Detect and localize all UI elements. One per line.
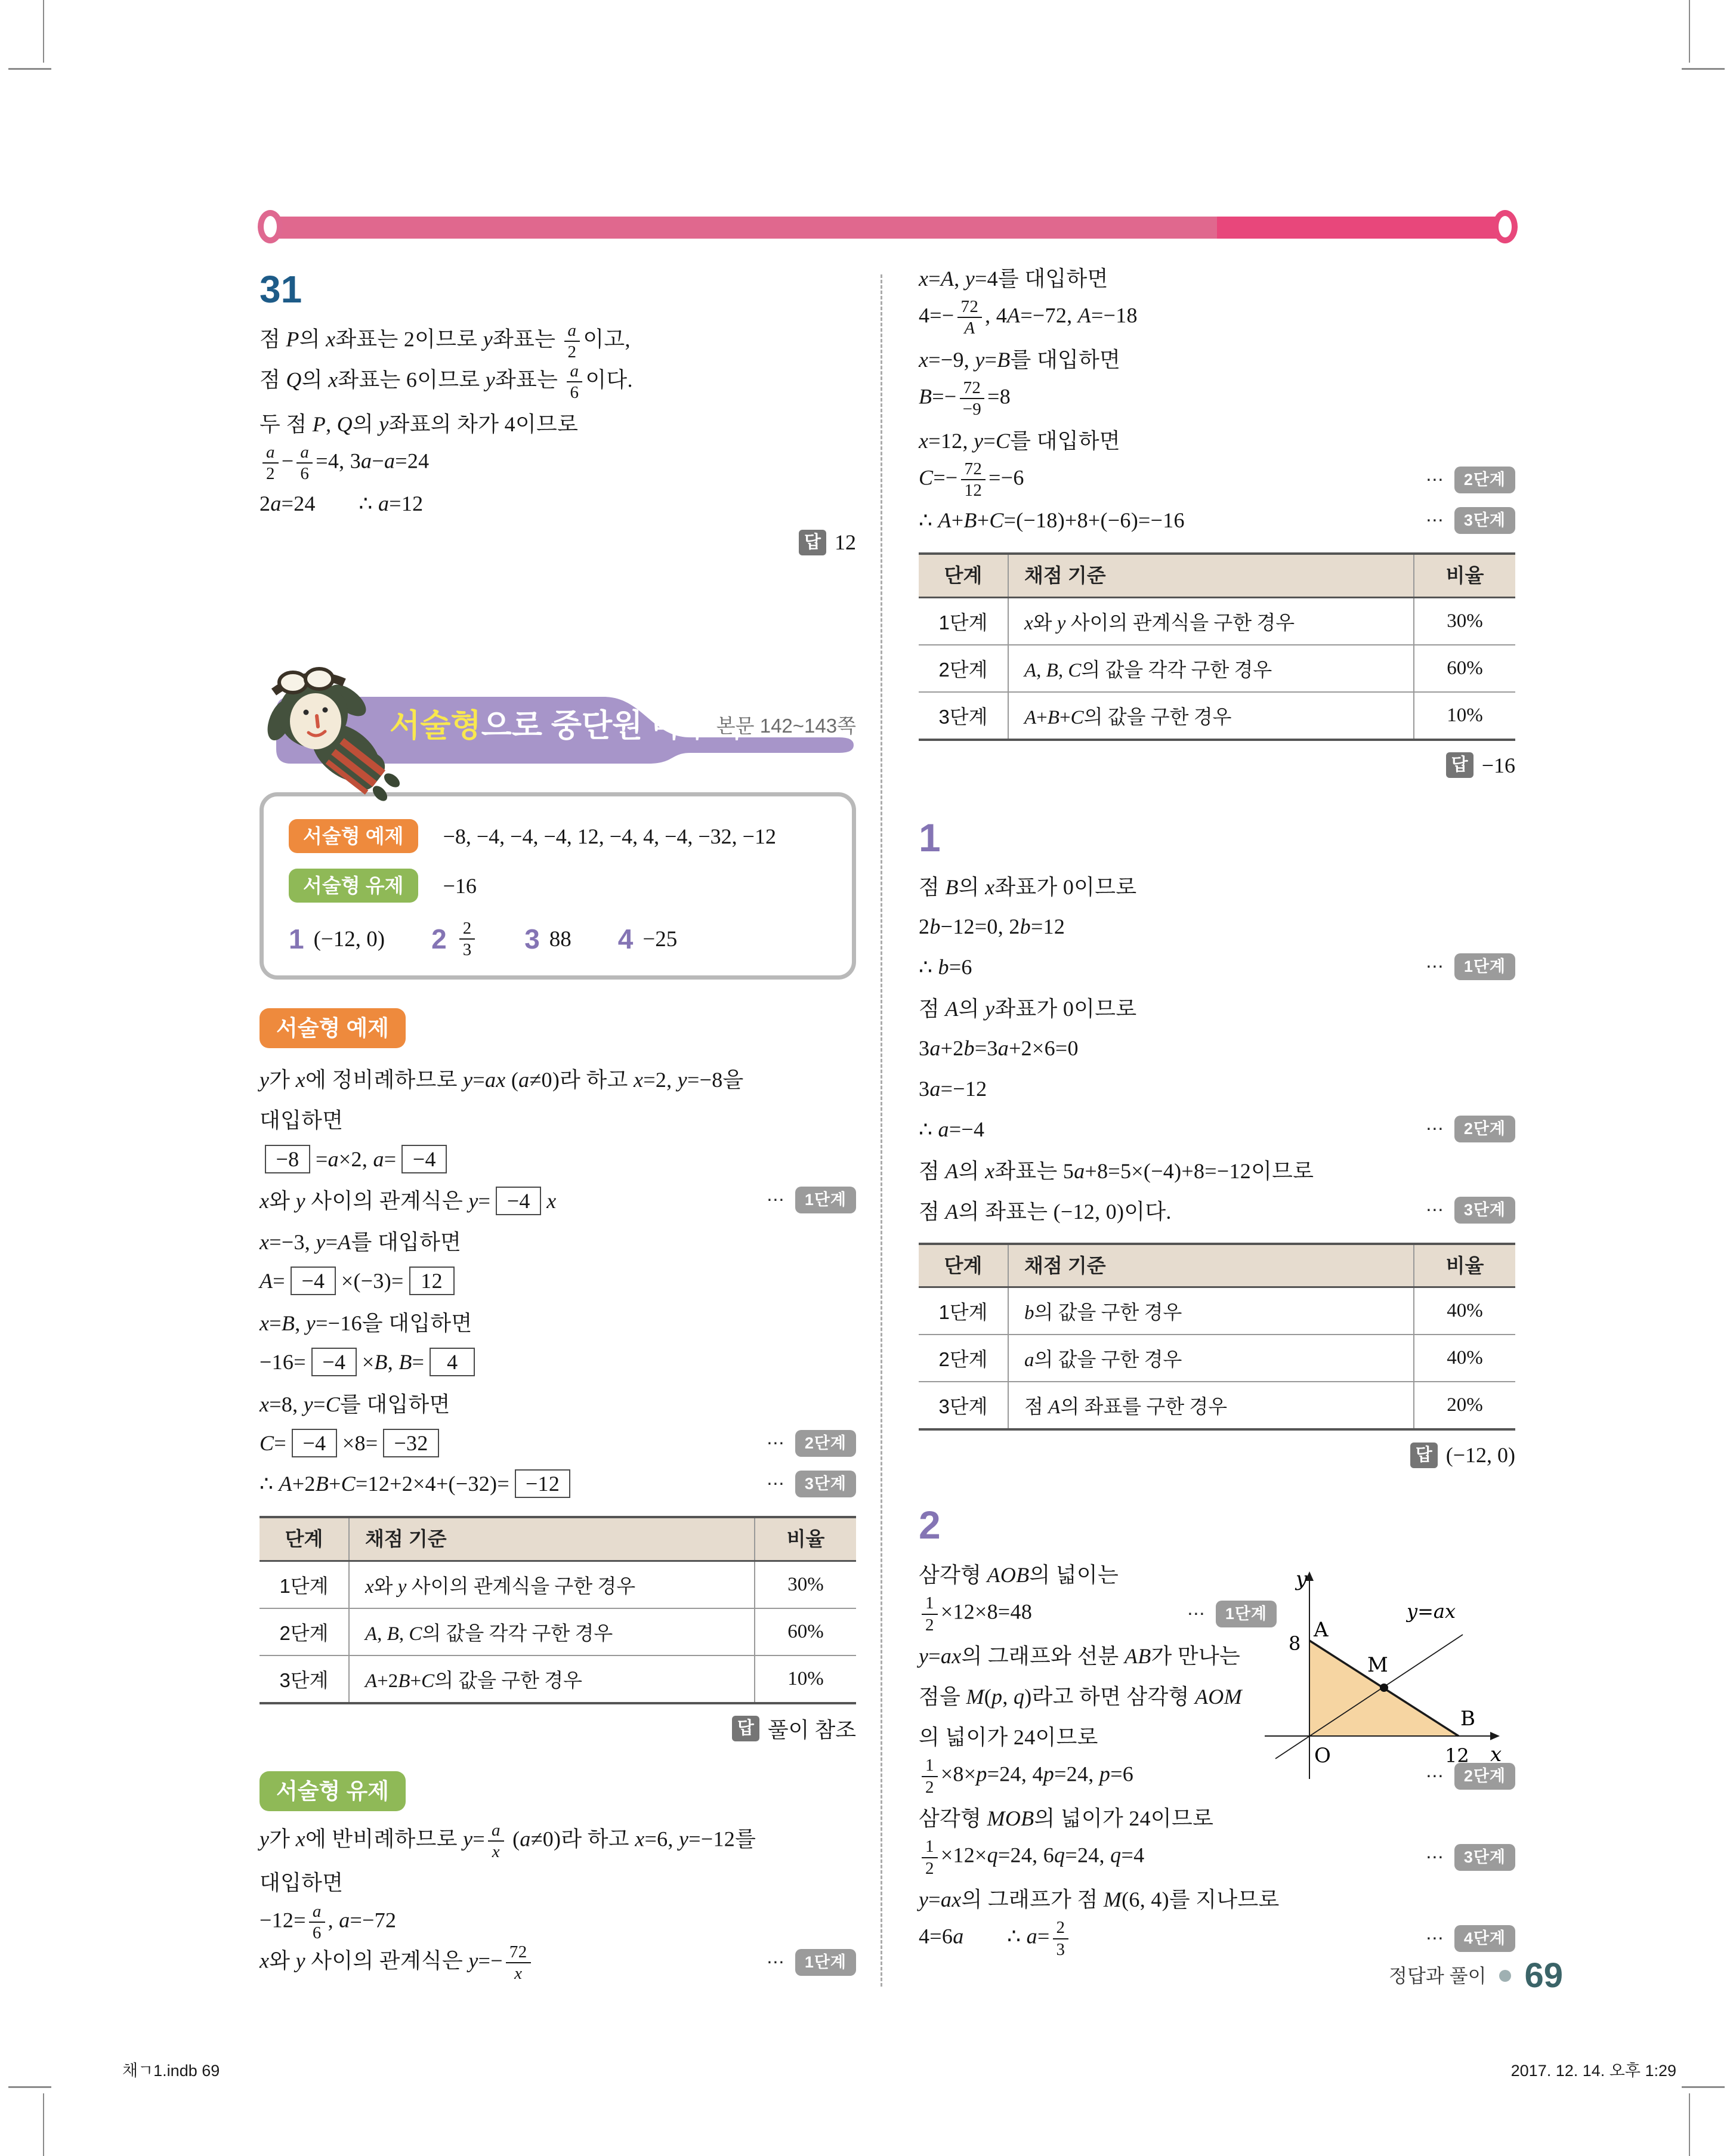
solution-line xyxy=(919,1028,1515,1068)
ellipsis-dots: ⋯ xyxy=(1425,1200,1444,1221)
answer-value: −25 xyxy=(642,926,678,952)
solution-line xyxy=(260,362,856,402)
solution-text: ∴ A+B+C=(−18)+8+(−6)=−16 xyxy=(919,508,1185,532)
solution-text: x=8, y=C를 대입하면 xyxy=(260,1392,450,1416)
table-header: 채점 기준 xyxy=(349,1517,755,1561)
header-rule xyxy=(276,217,1497,239)
solution-text: x=B, y=−16을 대입하면 xyxy=(260,1311,472,1335)
table-cell: 3단계 xyxy=(919,692,1008,740)
boxed-value: −12 xyxy=(515,1469,570,1498)
solution-line xyxy=(919,1797,1515,1837)
footer-dot-icon xyxy=(1499,1970,1511,1982)
banner-title xyxy=(390,710,743,742)
solution-text: ∴ A+2B+C=12+2×4+(−32)= −12 xyxy=(260,1469,576,1498)
boxed-value: 4 xyxy=(430,1348,475,1376)
step-badge: 1단계 xyxy=(795,1949,856,1976)
solution-line xyxy=(260,1058,856,1098)
graph-point-b-label: B xyxy=(1460,1706,1475,1731)
table-cell: b의 값을 구한 경우 xyxy=(1008,1287,1414,1335)
solution-text: x와 y 사이의 관계식은 y=− $\frac{72}{x}$ xyxy=(260,1943,534,1983)
step-badge: 2단계 xyxy=(1454,467,1515,493)
fraction: $\frac{72}{-9}$ xyxy=(960,379,985,419)
answer-value: 88 xyxy=(549,926,572,952)
solution-line xyxy=(919,500,1515,540)
solution-text: ∴ a=−4 xyxy=(919,1117,985,1141)
table-row xyxy=(260,1655,856,1703)
graph-line-equation-label: y=ax xyxy=(1407,1599,1456,1623)
step-badge: 1단계 xyxy=(1454,953,1515,980)
crop-mark xyxy=(1689,0,1690,63)
solution-text: 점 P의 x좌표는 2이므로 y좌표는 $\frac{a}{2}$ 이고, xyxy=(260,320,631,362)
solution-line xyxy=(919,1635,1277,1675)
answer-summary-box xyxy=(260,792,856,980)
table-cell: a의 값을 구한 경우 xyxy=(1008,1335,1414,1382)
table-header: 단계 xyxy=(919,554,1008,597)
solution-line xyxy=(919,1837,1515,1878)
step-indicator xyxy=(1413,1844,1515,1871)
ellipsis-dots: ⋯ xyxy=(766,1190,784,1210)
ellipsis-dots: ⋯ xyxy=(766,1433,784,1453)
header-rule-left-ring-icon xyxy=(258,210,283,243)
summary-practice-row xyxy=(289,869,827,903)
table-cell: 1단계 xyxy=(919,597,1008,645)
graph-y-tick-label: 8 xyxy=(1289,1632,1301,1655)
solution-line xyxy=(260,1382,856,1423)
solution-text: −8 =a×2, a= −4 xyxy=(260,1145,452,1173)
print-file-info: 채ㄱ1.indb 69 xyxy=(122,2062,220,2080)
right-column xyxy=(919,257,1515,1959)
table-header: 채점 기준 xyxy=(1008,1244,1414,1287)
table-cell: 10% xyxy=(755,1655,856,1703)
graph-x-tick-label: 12 xyxy=(1445,1744,1469,1767)
boxed-value: −4 xyxy=(291,1267,336,1295)
solution-line xyxy=(260,1301,856,1342)
table-header-row xyxy=(919,554,1515,597)
solution-line xyxy=(260,1902,856,1942)
table-row xyxy=(919,1335,1515,1382)
page-number: 69 xyxy=(1524,1956,1563,1995)
boxed-value: −32 xyxy=(383,1429,438,1457)
table-row xyxy=(919,645,1515,692)
step-indicator xyxy=(753,1949,856,1976)
solution-line xyxy=(919,1553,1277,1594)
numbered-answer xyxy=(618,925,677,953)
table-row xyxy=(919,1382,1515,1429)
fraction: $\frac{1}{2}$ xyxy=(922,1756,938,1796)
table-cell: 2단계 xyxy=(260,1608,349,1655)
boxed-value: −4 xyxy=(292,1429,337,1457)
solution-line xyxy=(919,1109,1515,1150)
solution-line xyxy=(919,1878,1515,1919)
fraction: $\frac{a}{x}$ xyxy=(488,1821,504,1861)
answer-value xyxy=(456,919,478,959)
table-header: 단계 xyxy=(919,1244,1008,1287)
solution-text: x=12, y=C를 대입하면 xyxy=(919,428,1120,453)
graph-x-axis-label: x xyxy=(1490,1742,1502,1766)
mascot-illustration xyxy=(254,663,409,804)
ellipsis-dots: ⋯ xyxy=(1187,1604,1205,1624)
practice-answer: −16 xyxy=(443,873,477,898)
table-header-row xyxy=(919,1244,1515,1287)
table-cell: A, B, C의 값을 각각 구한 경우 xyxy=(349,1608,755,1655)
step-badge: 3단계 xyxy=(1454,1844,1515,1871)
graph-point-m-label: M xyxy=(1367,1652,1388,1677)
crop-mark xyxy=(1682,68,1725,70)
step-badge: 3단계 xyxy=(1454,507,1515,534)
example-solution xyxy=(260,1058,856,1504)
table-cell: 60% xyxy=(1414,645,1515,692)
solution-line xyxy=(260,1423,856,1463)
table-cell: 30% xyxy=(1414,597,1515,645)
banner-title-rest: 으로 중단원 마무리 xyxy=(481,708,743,744)
table-header: 단계 xyxy=(260,1517,349,1561)
ellipsis-dots: ⋯ xyxy=(1425,1119,1444,1139)
solution-text: y가 x에 정비례하므로 y=ax (a≠0)라 하고 x=2, y=−8을 xyxy=(260,1067,744,1092)
answer-value: (−12, 0) xyxy=(1445,1443,1515,1468)
solution-text: y=ax의 그래프와 선분 AB가 만나는 xyxy=(919,1644,1241,1669)
table-cell: 3단계 xyxy=(919,1382,1008,1429)
answer-value: 12 xyxy=(835,530,856,555)
solution-text: $\frac{a}{2}$ − $\frac{a}{6}$ =4, 3a−a=24 xyxy=(260,443,429,483)
step-badge: 4단계 xyxy=(1454,1925,1515,1952)
numbered-answer xyxy=(431,919,478,959)
grading-table-practice xyxy=(919,552,1515,741)
solution-text: 대입하면 xyxy=(260,1108,344,1132)
table-cell: 2단계 xyxy=(919,1335,1008,1382)
fraction: $\frac{a}{6}$ xyxy=(296,443,313,483)
fraction: $\frac{72}{A}$ xyxy=(957,298,983,338)
solution-text: −16= −4 ×B, B= 4 xyxy=(260,1348,480,1376)
fraction: $\frac{2}{3}$ xyxy=(1053,1919,1069,1959)
solution-text: 점 A의 y좌표가 0이므로 xyxy=(919,997,1137,1021)
solution-line xyxy=(260,1098,856,1139)
table-header: 채점 기준 xyxy=(1008,554,1414,597)
solution-text: 2b−12=0, 2b=12 xyxy=(919,914,1065,938)
solution-line xyxy=(919,987,1515,1028)
fraction: $\frac{1}{2}$ xyxy=(922,1594,938,1634)
solution-text: $\frac{1}{2}$ ×12×q=24, 6q=24, q=4 xyxy=(919,1837,1144,1877)
answer-badge: 답 xyxy=(732,1716,759,1741)
solution-text: x와 y 사이의 관계식은 y= −4 x xyxy=(260,1184,557,1215)
crop-mark xyxy=(1682,2086,1725,2088)
practice-solution xyxy=(260,1821,856,1983)
graph-origin-label: O xyxy=(1314,1743,1331,1768)
solution-text: 3a=−12 xyxy=(919,1076,987,1101)
numbered-answer xyxy=(524,925,572,953)
fraction: $\frac{2}{3}$ xyxy=(459,919,475,959)
solution-line xyxy=(919,1190,1515,1231)
answer-value: −16 xyxy=(1481,753,1515,777)
solution-text: 두 점 P, Q의 y좌표의 차가 4이므로 xyxy=(260,412,579,436)
example-section-badge: 서술형 예제 xyxy=(260,1008,406,1048)
fraction: $\frac{72}{x}$ xyxy=(506,1943,531,1983)
answer-row xyxy=(260,524,856,561)
solution-text: $\frac{1}{2}$ ×12×8=48 xyxy=(919,1594,1032,1634)
step-badge: 2단계 xyxy=(795,1430,856,1457)
solution-line xyxy=(260,1139,856,1179)
problem-31-solution xyxy=(260,321,856,524)
solution-line xyxy=(260,1179,856,1220)
step-badge: 2단계 xyxy=(1454,1116,1515,1142)
solution-line xyxy=(919,419,1515,459)
solution-text: x=−3, y=A를 대입하면 xyxy=(260,1230,462,1254)
grading-table-example xyxy=(260,1516,856,1704)
solution-line xyxy=(919,1919,1515,1959)
print-timestamp: 2017. 12. 14. 오후 1:29 xyxy=(1510,2062,1676,2080)
table-cell: A+2B+C의 값을 구한 경우 xyxy=(349,1655,755,1703)
table-row xyxy=(919,692,1515,740)
boxed-value: 12 xyxy=(409,1267,455,1295)
problem-2-text-beside-graph xyxy=(919,1553,1277,1756)
solution-text: C=− $\frac{72}{12}$ =−6 xyxy=(919,459,1024,500)
solution-line xyxy=(919,1594,1277,1635)
table-cell: 3단계 xyxy=(260,1655,349,1703)
solution-text: 점 B의 x좌표가 0이므로 xyxy=(919,875,1137,900)
solution-line xyxy=(919,1716,1277,1756)
solution-text: y=ax의 그래프가 점 M(6, 4)를 지나므로 xyxy=(919,1888,1280,1912)
left-column xyxy=(260,268,856,1983)
solution-text: 삼각형 MOB의 넓이가 24이므로 xyxy=(919,1806,1214,1831)
solution-line xyxy=(919,459,1515,500)
problem-2-number: 2 xyxy=(919,1503,941,1547)
solution-text: −12= $\frac{a}{6}$ , a=−72 xyxy=(260,1901,397,1942)
solution-line xyxy=(919,906,1515,947)
problem-1-solution xyxy=(919,866,1515,1231)
boxed-value: −4 xyxy=(311,1348,357,1376)
table-cell: x와 y 사이의 관계식을 구한 경우 xyxy=(349,1561,755,1608)
table-cell: 1단계 xyxy=(919,1287,1008,1335)
graph-y-axis-label: y xyxy=(1296,1567,1308,1591)
crop-mark xyxy=(8,68,51,70)
table-cell: 점 A의 좌표를 구한 경우 xyxy=(1008,1382,1414,1429)
solution-text: 4=− $\frac{72}{A}$ , 4A=−72, A=−18 xyxy=(919,296,1138,338)
solution-text: 2a=24 ∴ a=12 xyxy=(260,492,424,516)
table-cell: 10% xyxy=(1414,692,1515,740)
solution-text: ∴ b=6 xyxy=(919,955,972,979)
step-badge: 3단계 xyxy=(1454,1197,1515,1224)
boxed-value: −4 xyxy=(401,1145,447,1173)
solution-line xyxy=(260,1861,856,1902)
solution-text: 대입하면 xyxy=(260,1871,344,1895)
grading-table-1 xyxy=(919,1243,1515,1431)
step-badge: 1단계 xyxy=(795,1187,856,1213)
table-header: 비율 xyxy=(1414,554,1515,597)
solution-line xyxy=(919,257,1515,297)
answer-badge: 답 xyxy=(1410,1443,1438,1468)
table-row xyxy=(260,1608,856,1655)
answer-number: 3 xyxy=(524,923,540,955)
ellipsis-dots: ⋯ xyxy=(1425,1929,1444,1949)
crop-mark xyxy=(43,0,44,63)
example-chip: 서술형 예제 xyxy=(289,819,418,853)
table-cell: x와 y 사이의 관계식을 구한 경우 xyxy=(1008,597,1414,645)
solution-line xyxy=(260,1342,856,1382)
banner-title-highlight: 서술형 xyxy=(390,708,481,744)
solution-text: $\frac{1}{2}$ ×8×p=24, 4p=24, p=6 xyxy=(919,1756,1133,1796)
solution-line xyxy=(919,1675,1277,1716)
table-row xyxy=(919,1287,1515,1335)
solution-line xyxy=(260,483,856,524)
crop-mark xyxy=(1689,2093,1690,2156)
solution-text: A= −4 ×(−3)= 12 xyxy=(260,1267,460,1295)
step-indicator xyxy=(1413,1116,1515,1142)
table-cell: A, B, C의 값을 각각 구한 경우 xyxy=(1008,645,1414,692)
example-answers: −8, −4, −4, −4, 12, −4, 4, −4, −32, −12 xyxy=(443,824,776,848)
triangle-graph xyxy=(1253,1557,1509,1796)
fraction: $\frac{72}{12}$ xyxy=(961,460,986,500)
solution-line xyxy=(919,947,1515,987)
solution-line xyxy=(260,1821,856,1861)
boxed-value: −8 xyxy=(265,1145,310,1173)
table-header: 비율 xyxy=(755,1517,856,1561)
practice-chip: 서술형 유제 xyxy=(289,869,418,903)
table-row xyxy=(260,1561,856,1608)
answer-row xyxy=(260,1710,856,1747)
table-cell: 2단계 xyxy=(919,645,1008,692)
step-indicator xyxy=(1413,467,1515,493)
solution-line xyxy=(919,866,1515,906)
table-cell: 30% xyxy=(755,1561,856,1608)
solution-text: 점 Q의 x좌표는 6이므로 y좌표는 $\frac{a}{6}$ 이다. xyxy=(260,361,633,403)
solution-text: 3a+2b=3a+2×6=0 xyxy=(919,1036,1079,1060)
solution-line xyxy=(919,338,1515,378)
step-indicator xyxy=(1413,507,1515,534)
table-cell: 20% xyxy=(1414,1382,1515,1429)
solution-line xyxy=(919,1068,1515,1109)
answer-row xyxy=(919,747,1515,784)
answer-row xyxy=(919,1437,1515,1474)
practice-section-badge: 서술형 유제 xyxy=(260,1771,406,1811)
solution-text: B=− $\frac{72}{-9}$ =8 xyxy=(919,378,1011,419)
table-cell: 60% xyxy=(755,1608,856,1655)
ellipsis-dots: ⋯ xyxy=(766,1474,784,1494)
solution-text: 의 넓이가 24이므로 xyxy=(919,1725,1098,1750)
ellipsis-dots: ⋯ xyxy=(1425,510,1444,530)
solution-line xyxy=(260,1220,856,1261)
fraction: $\frac{a}{6}$ xyxy=(309,1902,325,1942)
solution-line xyxy=(260,443,856,483)
solution-line xyxy=(260,402,856,443)
table-row xyxy=(919,597,1515,645)
ellipsis-dots: ⋯ xyxy=(1425,1766,1444,1787)
problem-1-number: 1 xyxy=(919,815,941,860)
problem-31-number: 31 xyxy=(260,268,302,311)
section-banner xyxy=(273,680,876,776)
crop-mark xyxy=(43,2093,44,2156)
solution-text: 점 A의 x좌표는 5a+8=5×(−4)+8=−12이므로 xyxy=(919,1159,1314,1184)
problem-2-solution xyxy=(919,1553,1515,1959)
table-cell: 40% xyxy=(1414,1335,1515,1382)
summary-example-row xyxy=(289,819,827,853)
solution-text: 4=6a ∴ a= $\frac{2}{3}$ xyxy=(919,1919,1071,1959)
practice-solution-continued xyxy=(919,257,1515,540)
step-badge: 2단계 xyxy=(1454,1763,1515,1790)
step-badge: 3단계 xyxy=(795,1471,856,1497)
boxed-value: −4 xyxy=(496,1187,541,1215)
solution-line xyxy=(919,297,1515,338)
solution-text: 점 A의 좌표는 (−12, 0)이다. xyxy=(919,1200,1172,1224)
ellipsis-dots: ⋯ xyxy=(1425,469,1444,490)
fraction: $\frac{a}{2}$ xyxy=(564,322,580,362)
solution-text: x=A, y=4를 대입하면 xyxy=(919,266,1108,291)
table-cell: 40% xyxy=(1414,1287,1515,1335)
solution-text: 삼각형 AOB의 넓이는 xyxy=(919,1563,1119,1587)
step-indicator xyxy=(753,1187,856,1213)
crop-mark xyxy=(8,2086,51,2088)
numbered-answers xyxy=(289,918,827,960)
banner-page-reference: 본문 142~143쪽 xyxy=(716,715,856,737)
solution-text: 점을 M(p, q)라고 하면 삼각형 AOM xyxy=(919,1685,1242,1709)
ellipsis-dots: ⋯ xyxy=(1425,1848,1444,1868)
answer-number: 4 xyxy=(617,923,634,955)
solution-line xyxy=(260,1463,856,1504)
fraction: $\frac{1}{2}$ xyxy=(922,1837,938,1877)
fraction: $\frac{a}{2}$ xyxy=(262,443,279,483)
table-header-row xyxy=(260,1517,856,1561)
page-footer xyxy=(919,1956,1563,1995)
table-header: 비율 xyxy=(1414,1244,1515,1287)
step-indicator xyxy=(1413,953,1515,980)
solution-line xyxy=(919,378,1515,419)
ellipsis-dots: ⋯ xyxy=(1425,957,1444,977)
answer-badge: 답 xyxy=(799,530,826,555)
step-indicator xyxy=(753,1430,856,1457)
column-divider xyxy=(881,274,882,1987)
ellipsis-dots: ⋯ xyxy=(766,1953,784,1973)
fraction: $\frac{a}{6}$ xyxy=(567,362,583,402)
header-rule-right-ring-icon xyxy=(1493,210,1518,243)
answer-value: 풀이 참조 xyxy=(767,1718,856,1743)
step-badge: 1단계 xyxy=(1216,1601,1277,1627)
solution-line xyxy=(919,1150,1515,1190)
solution-line xyxy=(260,321,856,362)
solution-line xyxy=(260,1261,856,1301)
answer-number: 1 xyxy=(289,923,304,955)
solution-line xyxy=(260,1942,856,1983)
graph-point-a-label: A xyxy=(1314,1617,1329,1642)
solution-text: x=−9, y=B를 대입하면 xyxy=(919,347,1121,372)
step-indicator xyxy=(753,1471,856,1497)
solution-text: C= −4 ×8= −32 xyxy=(260,1429,444,1457)
step-indicator xyxy=(1413,1925,1515,1952)
footer-section-label: 정답과 풀이 xyxy=(1389,1965,1487,1987)
answer-value: (−12, 0) xyxy=(313,926,385,952)
answer-badge: 답 xyxy=(1446,752,1473,778)
numbered-answer xyxy=(289,925,385,953)
step-indicator xyxy=(1413,1197,1515,1224)
answer-number: 2 xyxy=(431,923,447,955)
table-cell: 1단계 xyxy=(260,1561,349,1608)
solution-text: y가 x에 반비례하므로 y= $\frac{a}{x}$ (a≠0)라 하고 x=6, y=−12를 xyxy=(260,1820,756,1861)
table-cell: A+B+C의 값을 구한 경우 xyxy=(1008,692,1414,740)
